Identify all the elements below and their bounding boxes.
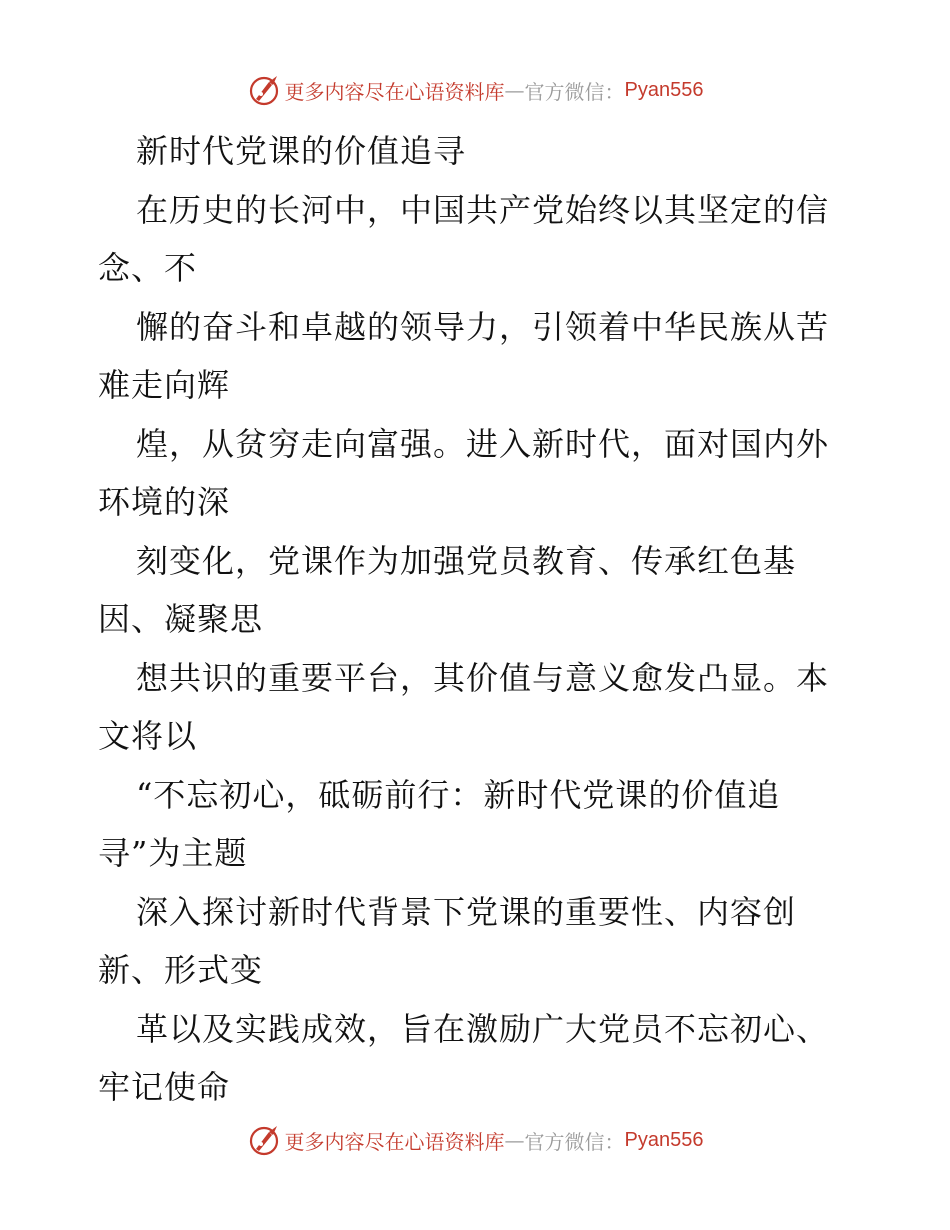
footer-watermark bbox=[0, 1120, 950, 1160]
text-line: “不忘初心，砥砺前行：新时代党课的价值追 bbox=[136, 775, 781, 814]
watermark-label: 官方微信： bbox=[524, 79, 625, 104]
quill-pen-circle-icon bbox=[247, 1123, 281, 1157]
watermark-text: 更多内容尽在心语资料库 bbox=[284, 1129, 505, 1154]
text-line: 新、形式变 bbox=[98, 951, 264, 989]
watermark-label: 官方微信： bbox=[524, 1129, 625, 1154]
text-line: 环境的深 bbox=[98, 483, 231, 521]
text-line: 想共识的重要平台，其价值与意义愈发凸显。本 bbox=[136, 658, 830, 697]
text-line: 革以及实践成效，旨在激励广大党员不忘初心、 bbox=[136, 1009, 830, 1048]
text-line: 深入探讨新时代背景下党课的重要性、内容创 bbox=[136, 892, 797, 931]
watermark-id: Pyan556 bbox=[624, 78, 704, 101]
text-line: 因、凝聚思 bbox=[98, 600, 264, 638]
watermark-id: Pyan556 bbox=[624, 1128, 704, 1151]
quill-pen-circle-icon bbox=[247, 73, 281, 107]
text-line: 寻”为主题 bbox=[98, 834, 248, 872]
text-line: 难走向辉 bbox=[98, 366, 231, 404]
watermark-text: 更多内容尽在心语资料库 bbox=[284, 79, 505, 104]
watermark-dash: — bbox=[504, 1128, 525, 1152]
header-watermark bbox=[0, 70, 950, 110]
text-line: 在历史的长河中，中国共产党始终以其坚定的信 bbox=[136, 190, 830, 229]
watermark-dash: — bbox=[504, 78, 525, 102]
text-line: 煌，从贫穷走向富强。进入新时代，面对国内外 bbox=[136, 424, 830, 463]
text-line: 念、不 bbox=[98, 249, 198, 287]
document-title: 新时代党课的价值追寻 bbox=[136, 132, 467, 170]
text-line: 牢记使命 bbox=[98, 1068, 231, 1106]
text-line: 文将以 bbox=[98, 717, 198, 755]
text-line: 懈的奋斗和卓越的领导力，引领着中华民族从苦 bbox=[136, 307, 830, 346]
document-body bbox=[98, 122, 858, 1117]
text-line: 刻变化，党课作为加强党员教育、传承红色基 bbox=[136, 541, 797, 580]
